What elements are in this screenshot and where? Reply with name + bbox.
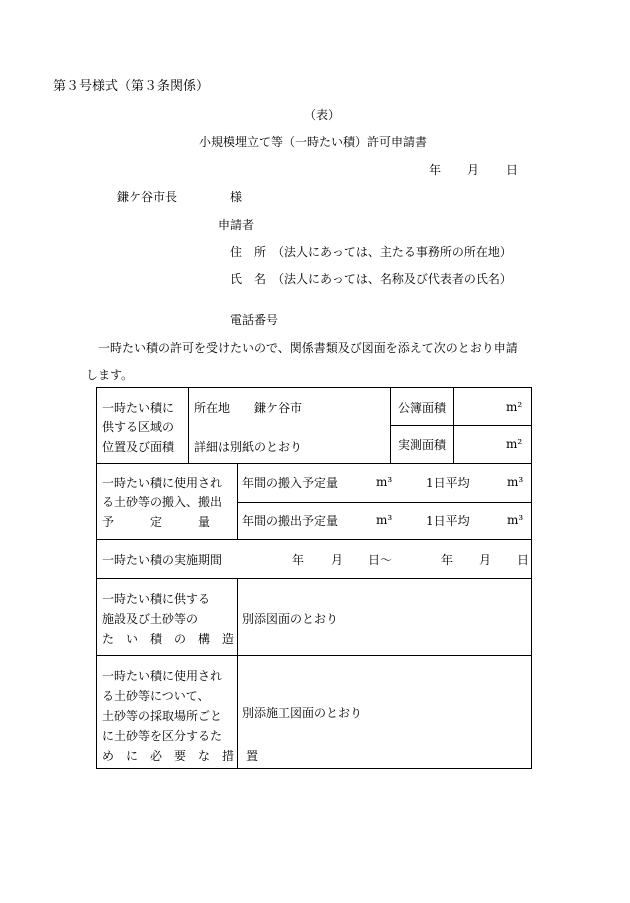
structure-value: 別添図面のとおり (242, 612, 339, 626)
period-end-day: 日 (517, 553, 530, 567)
period-end-year: 年 (441, 553, 454, 567)
address-label: 所在地 (194, 401, 231, 415)
applicant-name-label: 氏 名 (230, 272, 267, 286)
document-title: 小規模埋立て等（一時たい積）許可申請書 (199, 135, 428, 149)
measures-header-line-5: め に 必 要 な 措 置 (102, 749, 259, 763)
measures-header-line-2: る土砂等について、 (102, 689, 210, 703)
structure-header-line-2: 施設及び土砂等の (102, 612, 199, 626)
structure-header-line-3: た い 積 の 構 造 (102, 632, 235, 646)
measures-value: 別添施工図面のとおり (242, 706, 363, 720)
date-year-label: 年 (429, 163, 442, 177)
addressee-name: 鎌ケ谷市長 (117, 190, 178, 204)
form-number-label: 第３号様式（第３条関係） (53, 79, 210, 94)
applicant-phone-label: 電話番号 (230, 313, 279, 327)
location-header-line-3: 位置及び面積 (102, 440, 175, 454)
location-header-line-1: 一時たい積に (102, 401, 175, 415)
registry-area-unit: m² (506, 400, 523, 414)
daily-inflow-unit: m³ (507, 475, 524, 489)
annual-outflow-unit: m³ (376, 513, 393, 527)
measures-header-line-3: 土砂等の採取場所ごと (102, 709, 223, 723)
period-end-month: 月 (479, 553, 492, 567)
applicant-address-note: （法人にあっては、主たる事務所の所在地） (272, 245, 512, 259)
daily-outflow-unit: m³ (507, 513, 524, 527)
date-day-label: 日 (506, 163, 519, 177)
measured-area-label: 実測面積 (398, 438, 447, 452)
annual-outflow-label: 年間の搬出予定量 (242, 514, 339, 528)
transport-header-line-3: 予 定 量 (102, 515, 211, 529)
applicant-address-label: 住 所 (230, 245, 267, 259)
annual-inflow-unit: m³ (376, 475, 393, 489)
request-text-line-2: します。 (86, 368, 134, 382)
location-detail-note: 詳細は別紙のとおり (194, 440, 303, 454)
daily-outflow-label: 1日平均 (426, 514, 470, 528)
applicant-name-note: （法人にあっては、名称及び代表者の氏名） (272, 272, 512, 286)
period-start-month: 月 (331, 553, 344, 567)
request-text-line-1: 一時たい積の許可を受けたいので、関係書類及び図面を添えて次のとおり申請 (98, 341, 518, 355)
measures-header-line-4: に土砂等を区分するた (102, 729, 223, 743)
location-header-line-2: 供する区域の (102, 420, 175, 434)
transport-header-line-1: 一時たい積に使用され (102, 476, 223, 490)
registry-area-label: 公簿面積 (398, 401, 447, 415)
city-name: 鎌ケ谷市 (254, 401, 303, 415)
front-side-marker: （表） (304, 108, 341, 122)
measured-area-unit: m² (506, 437, 523, 451)
addressee-honorific: 様 (230, 190, 243, 204)
annual-inflow-label: 年間の搬入予定量 (242, 476, 339, 490)
period-header: 一時たい積の実施期間 (102, 553, 223, 567)
applicant-label: 申請者 (218, 218, 255, 232)
measures-header-line-1: 一時たい積に使用され (102, 669, 223, 683)
period-start-day: 日～ (368, 553, 393, 567)
date-month-label: 月 (467, 163, 480, 177)
structure-header-line-1: 一時たい積に供する (102, 592, 211, 606)
transport-header-line-2: る土砂等の搬入、搬出 (102, 495, 223, 509)
daily-inflow-label: 1日平均 (426, 476, 470, 490)
period-start-year: 年 (292, 553, 305, 567)
application-table (96, 387, 532, 769)
